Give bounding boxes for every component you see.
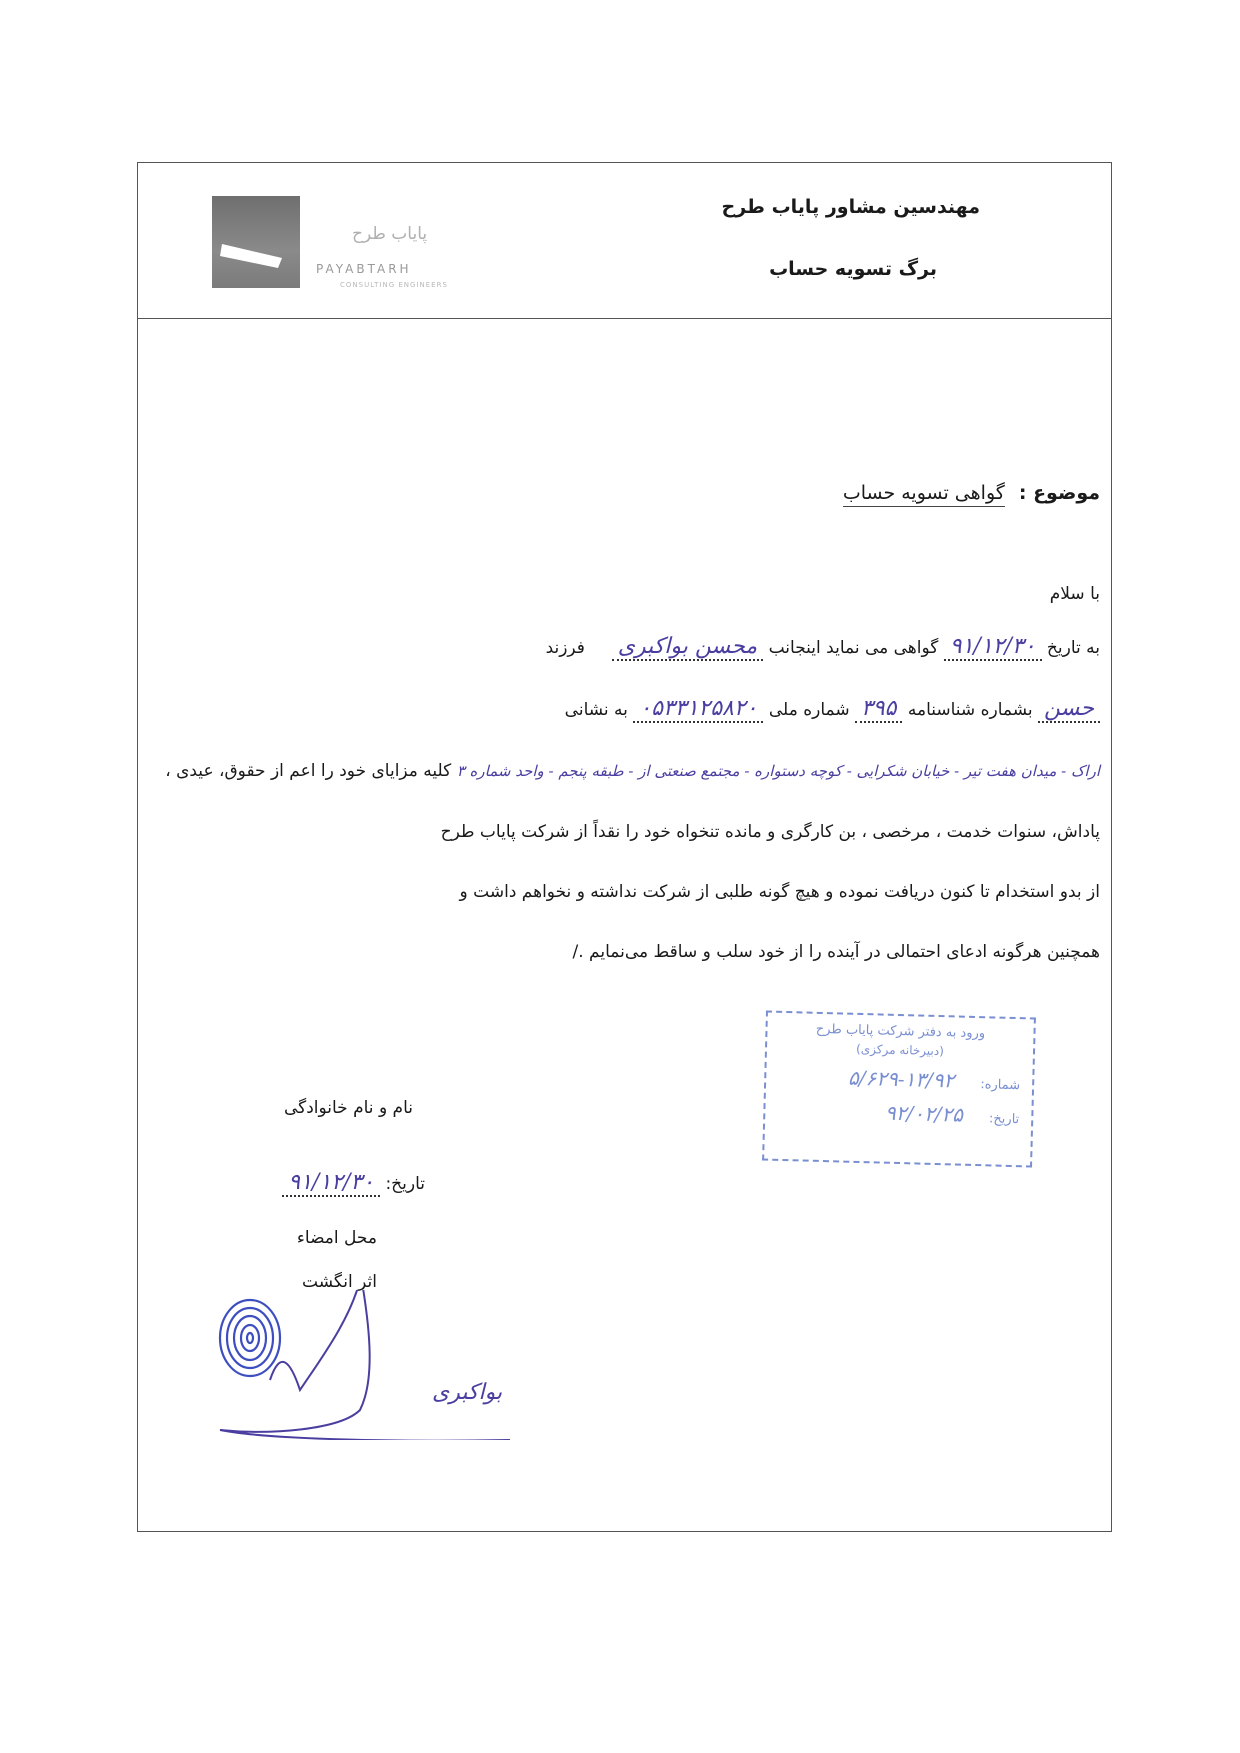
subject-value: گواهی تسویه حساب bbox=[843, 482, 1005, 507]
certify-text: گواهی می نماید اینجانب bbox=[768, 638, 939, 658]
full-name-label: نام و نام خانوادگی bbox=[283, 1098, 413, 1118]
signature-name-handwritten: بواکبری bbox=[432, 1380, 503, 1405]
body-line-4: پاداش، سنوات خدمت ، مرخصی ، بن کارگری و مانده تنخواه خود را نقداً از شرکت پایاب طرح bbox=[440, 822, 1100, 842]
handwritten-id-number: ۳۹۵ bbox=[855, 696, 902, 723]
handwritten-national-number: ۰۵۳۳۱۲۵۸۲۰ bbox=[633, 696, 763, 723]
company-title: مهندسین مشاور پایاب طرح bbox=[721, 196, 980, 218]
thumbprint-icon bbox=[220, 1300, 280, 1376]
stamp-number-value: ۱۳/۹۲-۵/۶۲۹ bbox=[847, 1065, 955, 1093]
body-line-1 bbox=[546, 634, 1100, 659]
form-title: برگ تسویه حساب bbox=[769, 258, 937, 280]
stamp-date-value: ۹۲/۰۲/۲۵ bbox=[884, 1100, 964, 1127]
date-prefix: به تاریخ bbox=[1046, 638, 1100, 658]
national-prefix: شماره ملی bbox=[768, 700, 850, 720]
logo-latin-text: PAYABTARH bbox=[316, 262, 412, 276]
id-prefix: بشماره شناسنامه bbox=[907, 700, 1033, 720]
handwritten-date: ۹۱/۱۲/۳۰ bbox=[944, 634, 1042, 661]
address-prefix: به نشانی bbox=[564, 700, 628, 720]
child-of-label: فرزند bbox=[545, 638, 585, 658]
stamp-date-row bbox=[777, 1098, 1020, 1128]
body-line-6: همچنین هرگونه ادعای احتمالی در آینده را از خود سلب و ساقط می‌نمایم ./ bbox=[572, 942, 1100, 962]
signature-place-label: محل امضاء bbox=[296, 1228, 377, 1248]
receipt-stamp bbox=[762, 1010, 1036, 1167]
body-line-3-text: کلیه مزایای خود را اعم از حقوق، عیدی ، bbox=[165, 761, 452, 781]
signature-date-line bbox=[282, 1170, 425, 1195]
stamp-number-row bbox=[778, 1064, 1021, 1094]
handwritten-father-name: حسن bbox=[1038, 696, 1100, 723]
body-line-2 bbox=[565, 696, 1100, 721]
body-line-3 bbox=[165, 761, 1100, 781]
header-divider bbox=[137, 318, 1112, 319]
handwritten-name: محسن بواکبری bbox=[612, 634, 763, 661]
signature-date-handwritten: ۹۱/۱۲/۳۰ bbox=[282, 1170, 380, 1197]
signature-and-thumbprint bbox=[210, 1290, 530, 1444]
logo-subtitle: CONSULTING ENGINEERS bbox=[340, 281, 448, 289]
stamp-date-label: تاریخ: bbox=[988, 1111, 1020, 1128]
handwritten-address: اراک - میدان هفت تیر - خیابان شکرایی - کوچه دستواره - مجتمع صنعتی از - طبقه پنجم - واحد شماره ۳ bbox=[456, 762, 1100, 780]
company-logo-mark bbox=[212, 196, 300, 288]
subject-line bbox=[843, 482, 1100, 504]
stamp-subtitle: (دبیرخانه مرکزی) bbox=[855, 1041, 945, 1059]
subject-label: موضوع : bbox=[1018, 482, 1100, 504]
greeting: با سلام bbox=[1049, 584, 1100, 604]
stamp-title: ورود به دفتر شرکت پایاب طرح bbox=[815, 1021, 986, 1042]
logo-persian-text: پایاب طرح bbox=[352, 224, 428, 244]
thumbprint-label: اثر انگشت bbox=[302, 1272, 377, 1292]
stamp-number-label: شماره: bbox=[980, 1077, 1021, 1094]
signature-date-label: تاریخ: bbox=[385, 1174, 425, 1194]
body-line-5: از بدو استخدام تا کنون دریافت نموده و هیچ گونه طلبی از شرکت نداشته و نخواهم داشت و bbox=[459, 882, 1100, 902]
